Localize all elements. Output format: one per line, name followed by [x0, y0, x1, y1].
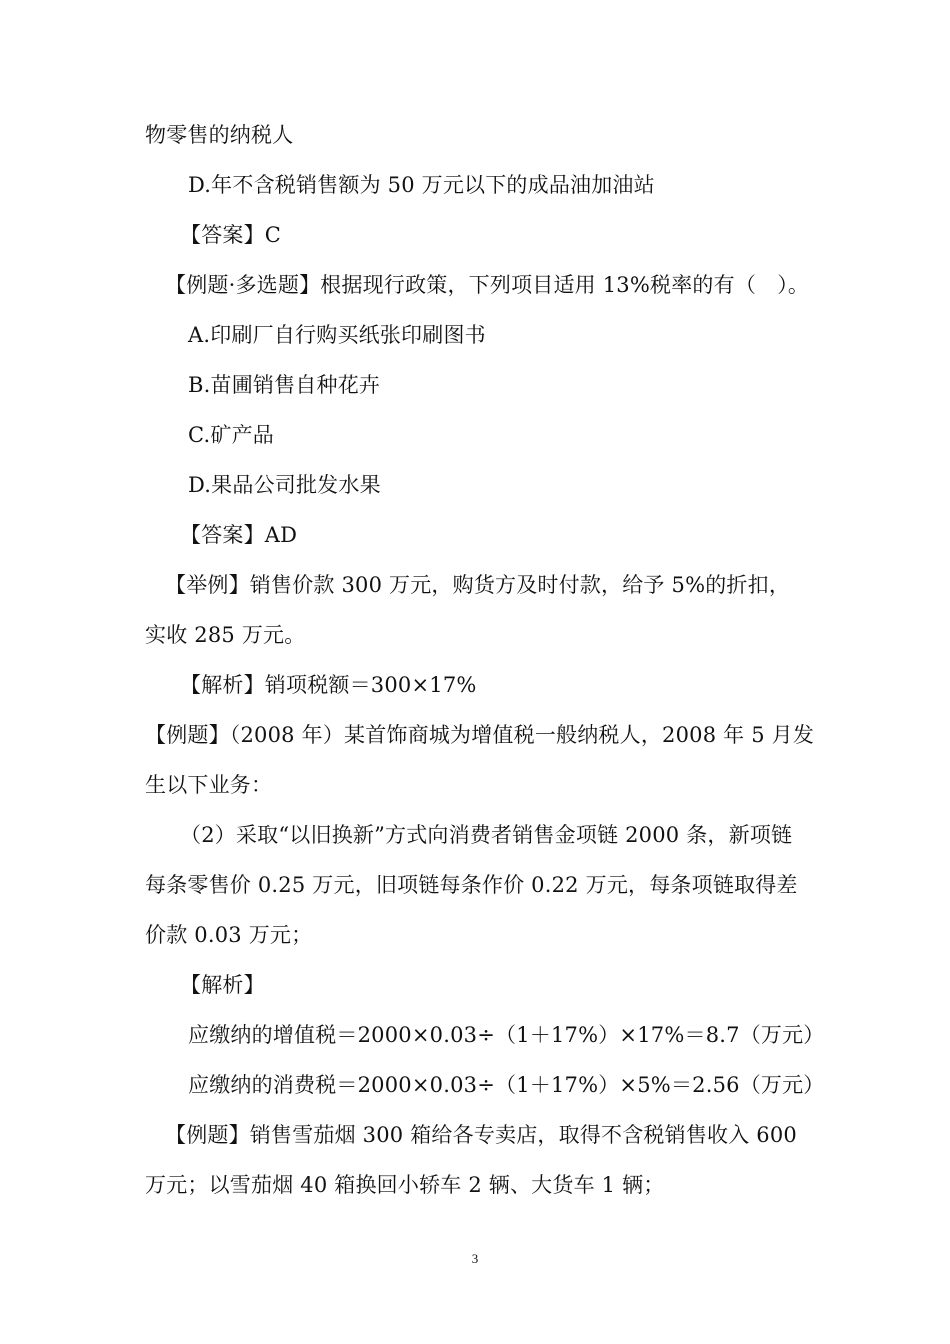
- text-line: 【例题】销售雪茄烟 300 箱给各专卖店，取得不含税销售收入 600: [165, 1123, 797, 1147]
- text-line: 应缴纳的增值税＝2000×0.03÷（1＋17%）×17%＝8.7（万元）: [188, 1023, 825, 1047]
- text-line: C.矿产品: [188, 423, 274, 447]
- text-line: 价款 0.03 万元；: [145, 923, 313, 947]
- text-line: 物零售的纳税人: [145, 123, 294, 147]
- text-line: 生以下业务：: [145, 773, 273, 797]
- text-line: 【答案】C: [180, 223, 282, 247]
- text-line: D.果品公司批发水果: [188, 473, 381, 497]
- text-line: 【解析】销项税额＝300×17%: [180, 673, 477, 697]
- text-line: 【例题】（2008 年）某首饰商城为增值税一般纳税人，2008 年 5 月发: [145, 723, 815, 747]
- text-line: D.年不含税销售额为 50 万元以下的成品油加油站: [188, 173, 655, 197]
- page-number: 3: [471, 1251, 479, 1266]
- text-line: 【答案】AD: [180, 523, 298, 547]
- text-line: 【举例】销售价款 300 万元，购货方及时付款，给予 5%的折扣，: [165, 573, 791, 597]
- text-line: A.印刷厂自行购买纸张印刷图书: [188, 323, 486, 347]
- text-line: B.苗圃销售自种花卉: [188, 373, 381, 397]
- text-line: 【解析】: [180, 973, 265, 997]
- text-line: 【例题·多选题】根据现行政策，下列项目适用 13%税率的有（ ）。: [165, 273, 810, 297]
- text-line: 实收 285 万元。: [145, 623, 306, 647]
- text-line: 万元；以雪茄烟 40 箱换回小轿车 2 辆、大货车 1 辆；: [145, 1173, 665, 1197]
- text-line: （2）采取“以旧换新”方式向消费者销售金项链 2000 条，新项链: [180, 823, 793, 847]
- text-line: 每条零售价 0.25 万元，旧项链每条作价 0.22 万元，每条项链取得差: [145, 873, 798, 897]
- text-line: 应缴纳的消费税＝2000×0.03÷（1＋17%）×5%＝2.56（万元）: [188, 1073, 825, 1097]
